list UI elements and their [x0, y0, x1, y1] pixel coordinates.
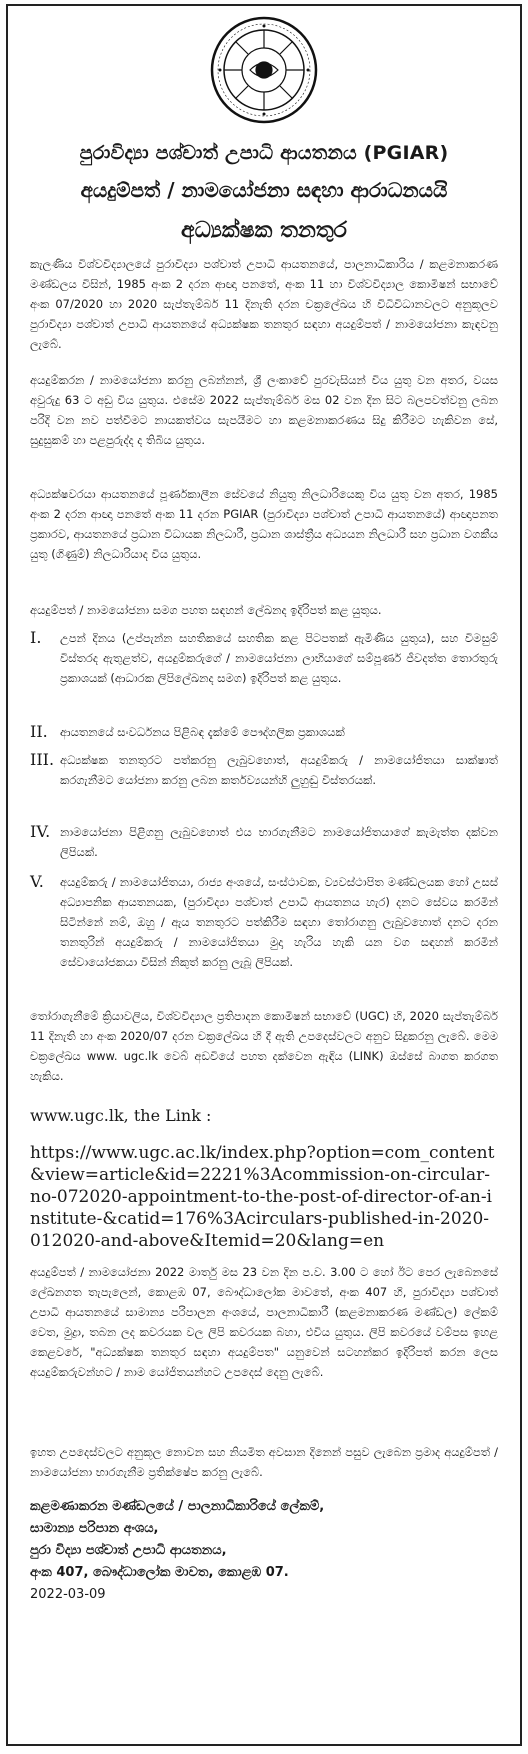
signature-block — [30, 1496, 498, 1606]
list-item — [30, 628, 498, 716]
seal-container — [30, 6, 498, 128]
university-seal-icon — [210, 16, 318, 124]
list-item — [30, 750, 498, 816]
late-applications-paragraph: ඉහත උපදෙස්වලට අනුකූල නොවන සහ නියමිත අවසාන දිනෙන් පසුව ලැබෙන ප්‍රමාද අයදුම්පත් / නාමයෝජනා භාරගැනීම ප්‍රතික්ෂේප කරනු ලැබේ. — [30, 1445, 498, 1479]
list-item — [30, 722, 498, 744]
list-item-number: I. — [30, 628, 42, 647]
list-item-text: අයදුම්කරු / නාමයෝජිතයා, රාජ්‍ය අංශයේ, සංස්ථාවක, ව්‍යවස්ථාපිත මණ්ඩලයක හෝ උසස් අධ්‍යාපනික ආයතනයක, (පුරාවිද්‍යා පශ්චාත් උපාධි ආයතනය හැර) දනට සේවය කරමින් සිටින්නේ නම්, ඔහු / ඇය තනතුරට පත්කිරීම සඳහා තෝරාගනු ලැබුවහොත් දනට දරන තනතුරින් අයදුම්කරු / නාමයෝජිතයා මුදා හැරිය හැකි යන වග සඳහන් කරමින් සේවායෝජකයා විසින් නිකුත් කරනු ලැබූ ලිපියක්. — [60, 875, 498, 969]
submission-paragraph: අයදුම්පත් / නාමයෝජනා 2022 මාර්තු මස 23 වන දින ප.ව. 3.00 ට හෝ ඊට පෙර ලැබෙනසේ ලේඛනගත තැපැලෙන්, කොළඹ 07, බෞද්ධාලෝක මාවතේ, අංක 407 හි, පුරාවිද්‍යා පශ්චාත් උපාධි ආයතනයේ සාමාන්‍ය පරිපාලන අංශයේ, පාලනාධිකාරී (කළමනාකරණ මණ්ඩල) ලේකම් වෙත, මුද්‍රා, තබන ලද කවරයක වල ලිපි කවරයක බහා, එවිය යුතුය. ලිපි කවරයේ වම්පස ඉහළ කෙළවරේ, "අධ්‍යක්ෂක තනතුර සඳහා අයදුම්පත" යනුවෙන් සටහන්කර ඉදිරිපත් කරන ලෙස අයදුම්කරුවන්හට / නාම යෝජිතයන්හට උපදෙස් දෙනු ලැබේ. — [30, 1265, 498, 1379]
post-title: අධ්‍යක්ෂක තනතුර — [181, 218, 347, 243]
documents-intro: අයදුම්පත් / නාමයෝජනා සමග පහත සඳහන් ලේඛනද ඉදිරිපත් කළ යුතුය. — [30, 603, 382, 617]
signature-line-2: සාමාන්‍ය පරිපාන අංශය, — [30, 1521, 159, 1536]
link-label: www.ugc.lk, the Link : — [30, 1106, 212, 1125]
documents-list — [30, 628, 498, 1000]
list-item — [30, 872, 498, 1000]
institute-title: පුරාවිද්‍යා පශ්චාත් උපාධි ආයතනය (PGIAR) — [79, 142, 449, 164]
signature-date: 2022-03-09 — [30, 1587, 106, 1602]
list-item-number: V. — [30, 872, 44, 891]
signature-line-3: පුරා විද්‍යා පශ්චාත් උපාධි ආයතනය, — [30, 1543, 227, 1558]
signature-line-4: අංක 407, බෞද්ධාලෝක මාවත, කොළඹ 07. — [30, 1565, 289, 1580]
list-item — [30, 822, 498, 866]
list-item-text: ආයතනයේ සංවර්ධනය පිළිබඳ දැක්මේ පෞද්ගලික ප්‍රකාශයක් — [60, 725, 345, 739]
circular-link[interactable]: https://www.ugc.ac.lk/index.php?option=com_content&view=article&id=2221%3Acommission-on-circular-no-072020-appointment-to-the-post-of-director-of-an-institute-&catid=176%3Acirculars-published-in-2020-012020-and-above&Itemid=20&lang=en — [30, 1143, 495, 1251]
signature-line-1: කළමණාකරන මණ්ඩලයේ / පාලනාධිකාරියේ ලේකම්, — [30, 1499, 325, 1514]
selection-paragraph: තෝරාගැනීමේ ක්‍රියාවලිය, විශ්වවිද්‍යාල ප්‍රතිපාදන කොමිෂන් සභාවේ (UGC) හි, 2020 සැප්තැම්බර් 11 දිනැති හා අංක 2020/07 දරන චක්‍රලේඛය හි දී ඇති උපදෙස්වලට අනුව සිදුකරනු ලැබේ. මෙම චක්‍රලේඛය www. ugc.lk වෙබ් අඩවියේ පහත දක්වෙන ඇඳිය (LINK) ඔස්සේ බාගත කරගත හැකිය. — [30, 1009, 498, 1083]
eligibility-paragraph: අයදුම්කරන / නාමයෝජනා කරනු ලබන්නන්, ශ්‍රී ලංකාවේ පුරවැසියන් විය යුතු වන අතර, වයස අවුරුදු 63 ට අඩු විය යුතුය. එසේම 2022 සැප්තැම්බර් මස 02 වන දින සිට බලපවත්වනු ලබන පරිදි වන නව පත්වීමට නායකත්වය සැපයීමට හා කළමනාකරණය සිදු කිරීමට හැකිවන සේ, සුදුසුකම් හා පළපුරුද්ද ද තිබිය යුතුය. — [30, 373, 498, 447]
list-item-text: නාමයෝජනා පිළිගනු ලැබුවහොත් එය භාරගැනීමට නාමයෝජිතයාගේ කැමැත්ත දක්වන ලිපියක්. — [60, 825, 498, 859]
role-paragraph: අධ්‍යක්ෂවරයා ආයතනයේ පූර්ණකාලීන සේවයේ නියුතු නිලධාරියෙකු විය යුතු වන අතර, 1985 අංක 2 දරන ආඥා පනතේ අංක 11 දරන PGIAR (පුරාවිද්‍යා පශ්චාත් උපාධි ආයතනයේ) ආඥාපනත ප්‍රකාරව, ආයතනයේ ප්‍රධාන විධායක නිලධාරී, ප්‍රධාන ශාස්ත්‍රීය අධ්‍යයන නිලධාරී සහ ප්‍රධාන වගකීය යුතු (ගිණුම්) නිලධාරියාද විය යුතුය. — [30, 487, 498, 561]
intro-paragraph: කැලණිය විශ්වවිද්‍යාලයේ පුරාවිද්‍යා පශ්චාත් උපාධි ආයතනයේ, පාලනාධිකාරිය / කළමනාකරණ මණ්ඩලය විසින්, 1985 අංක 2 දරන ආඥා පනතේ, අංක 11 හා විශ්වවිද්‍යාල කොමිෂන් සභාවේ අංක 07/2020 හා 2020 සැප්තැම්බර් 11 දිනැති දරන චක්‍රලේඛය හි විධිවිධානවලට අනුකූලව පුරාවිද්‍යා පශ්චාත් උපාධි ආයතනයේ අධ්‍යක්ෂක තනතුර සඳහා අයදුම්පත් / නාමයෝජනා කැඳවනු ලැබේ. — [30, 257, 498, 351]
list-item-text: උපන් දිනය (උප්පැන්න සහතිකයේ සහතික කළ පිටපතක් ඇමිණිය යුතුය), සහ විමසුම් විස්තරද ඇතුළත්ව, අයදුම්කරුගේ / නාමයෝජනා ලාභියාගේ සම්පූර්ණ ජීවදත්ත තොරතුරු ප්‍රකාශයක් (ආධාරක ලිපිලේඛනද සමග) ඉදිරිපත් කළ යුතුය. — [60, 631, 498, 685]
list-item-number: IV. — [30, 822, 51, 841]
advertisement-page — [6, 4, 522, 1746]
list-item-number: III. — [30, 750, 55, 769]
list-item-text: අධ්‍යක්ෂක තනතුරට පත්කරනු ලැබුවහොත්, අයදුම්කරු / නාමයෝජිතයා සාක්ෂාත් කරගැනීමට යෝජනා කරනු ලබන කර්තව්‍යයන්හි ලුහුඬු විස්තරයක්. — [60, 753, 498, 787]
call-title: අයදුම්පත් / නාමයෝජනා සඳහා ආරාධනයයි — [80, 178, 448, 202]
list-item-number: II. — [30, 722, 48, 741]
